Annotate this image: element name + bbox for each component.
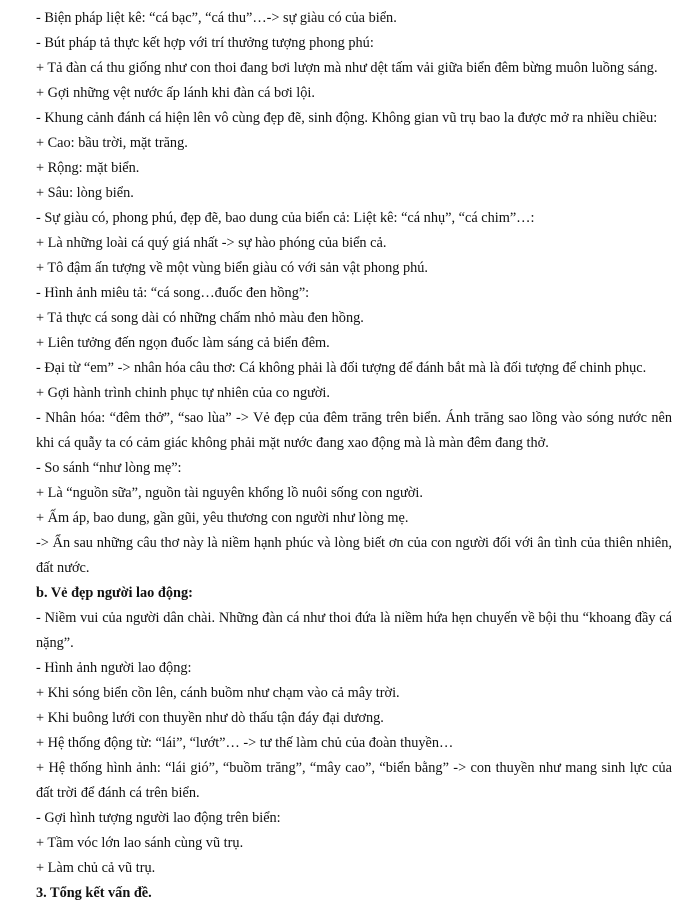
text-line: - Sự giàu có, phong phú, đẹp đẽ, bao dung của biển cả: Liệt kê: “cá nhụ”, “cá chim”…: [36,210,535,226]
text-line: + Khi sóng biển cồn lên, cánh buồm như chạm vào cả mây trời. [36,685,400,701]
text-line: + Ấm áp, bao dung, gần gũi, yêu thương con người như lòng mẹ. [36,510,409,526]
text-line: + Tả thực cá song dài có những chấm nhỏ màu đen hồng. [36,310,364,326]
text-paragraph: - Niềm vui của người dân chài. Những đàn cá như thoi đứa là niềm hứa hẹn chuyến về bội thu “khoang đầy cá nặng”. [36,610,672,651]
section-heading: b. Vẻ đẹp người lao động: [36,585,193,601]
text-paragraph: - Nhân hóa: “đêm thở”, “sao lùa” -> Vẻ đẹp của đêm trăng trên biển. Ánh trăng sao lồng vào sóng nước nên khi cá quẫy ta có cảm giác không phải mặt nước đang xao động mà là màn đêm đang thở. [36,410,672,451]
text-line: + Tô đậm ấn tượng về một vùng biển giàu có với sản vật phong phú. [36,260,429,276]
text-line: + Là “nguồn sữa”, nguồn tài nguyên khổng lồ nuôi sống con người. [36,485,423,501]
section-heading: 3. Tổng kết vấn đề. [36,885,152,901]
text-line: - Gợi hình tượng người lao động trên biển: [36,810,281,826]
text-line: - Hình ảnh miêu tả: “cá song…đuốc đen hồng”: [36,285,310,301]
text-line: + Cao: bầu trời, mặt trăng. [36,135,188,151]
text-line: + Gợi hành trình chinh phục tự nhiên của co người. [36,385,330,401]
text-line: + Là những loài cá quý giá nhất -> sự hào phóng của biển cả. [36,235,387,251]
text-line: + Hệ thống động từ: “lái”, “lướt”… -> tư thế làm chủ của đoàn thuyền… [36,735,454,751]
text-paragraph: -> Ẩn sau những câu thơ này là niềm hạnh phúc và lòng biết ơn của con người đối với ân tình của thiên nhiên, đất nước. [36,535,672,576]
text-line: - Đại từ “em” -> nhân hóa câu thơ: Cá không phải là đối tượng để đánh bắt mà là đối tượng để chinh phục. [36,360,647,376]
text-line: + Làm chủ cả vũ trụ. [36,860,156,876]
text-line: + Sâu: lòng biển. [36,185,134,201]
text-line: - Hình ảnh người lao động: [36,660,192,676]
text-line: + Tầm vóc lớn lao sánh cùng vũ trụ. [36,835,244,851]
text-line: + Gợi những vệt nước ấp lánh khi đàn cá bơi lội. [36,85,315,101]
text-line: + Rộng: mặt biển. [36,160,140,176]
text-line: - Biện pháp liệt kê: “cá bạc”, “cá thu”…-> sự giàu có của biển. [36,10,397,26]
text-line: + Tả đàn cá thu giống như con thoi đang bơi lượn mà như dệt tấm vải giữa biển đêm bừng muôn luồng sáng. [36,60,658,76]
text-line: - Khung cảnh đánh cá hiện lên vô cùng đẹp đẽ, sinh động. Không gian vũ trụ bao la được mở ra nhiều chiều: [36,110,658,126]
text-line: - Bút pháp tả thực kết hợp với trí thưởng tượng phong phú: [36,35,374,51]
text-line: - So sánh “như lòng mẹ”: [36,460,182,476]
text-paragraph: + Hệ thống hình ảnh: “lái gió”, “buồm trăng”, “mây cao”, “biển bằng” -> con thuyền như mang sinh lực của đất trời để đánh cá trên biển. [36,760,672,801]
document-body [36,6,672,906]
text-line: + Liên tưởng đến ngọn đuốc làm sáng cả biển đêm. [36,335,330,351]
text-line: + Khi buông lưới con thuyền như dò thấu tận đáy đại dương. [36,710,384,726]
